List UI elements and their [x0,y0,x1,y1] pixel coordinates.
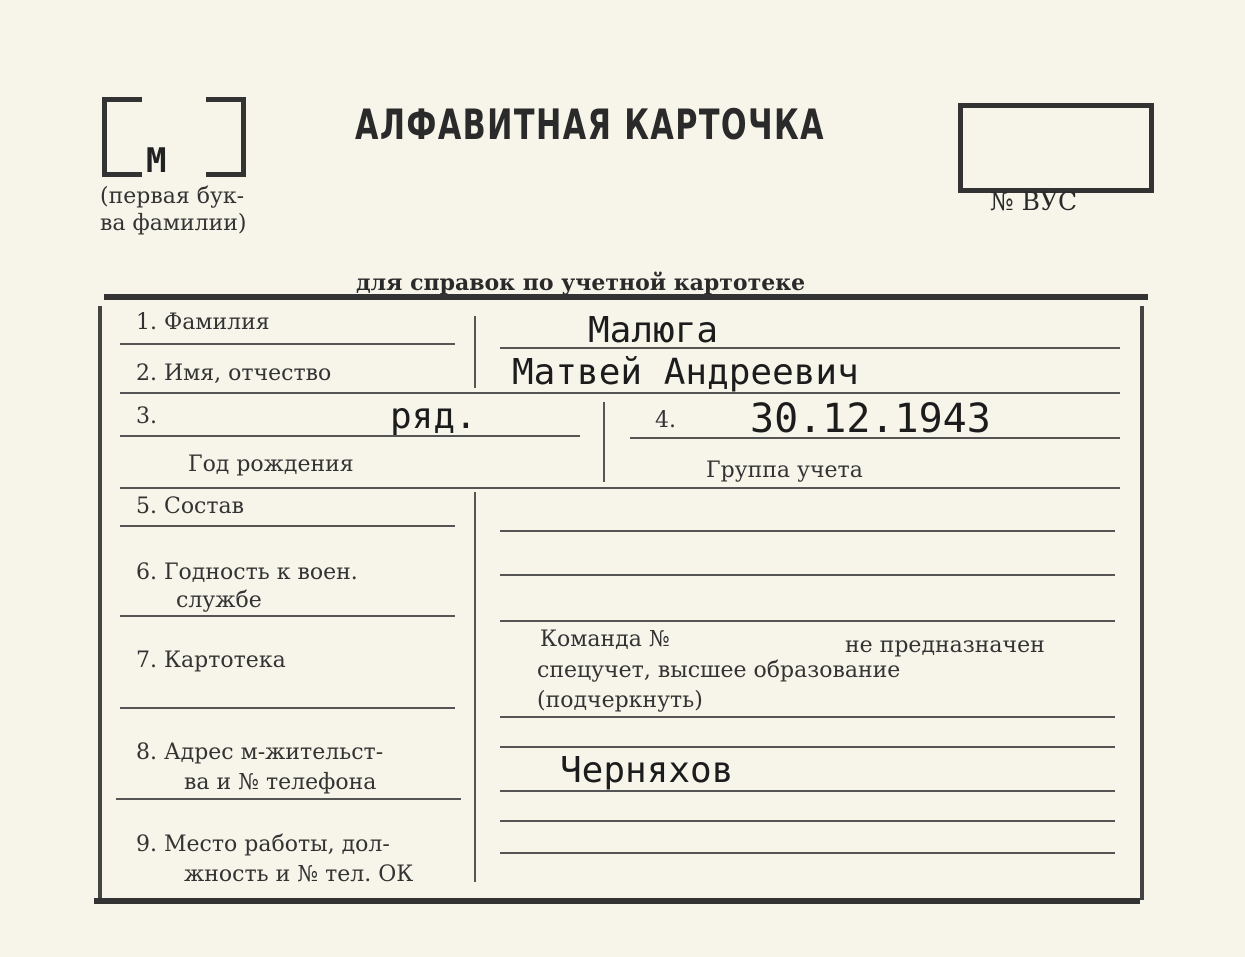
field-1-underline-right [500,347,1120,349]
field-2-label: 2. Имя, отчество [136,361,332,386]
field-1-underline-left [120,343,455,345]
first-letter-caption-line1: (первая бук- [100,184,245,209]
field-7-underline-note: (подчеркнуть) [537,688,703,713]
first-letter-caption [100,183,300,237]
field-3-underline [120,435,580,437]
frame-left-border [98,306,102,900]
field-6-underline [120,615,455,617]
field-5-line-right [500,530,1115,532]
field-4-caption: Группа учета [706,458,863,483]
first-letter-value: М [146,141,167,181]
row-3-4-bottom-line [120,487,1120,489]
vus-label: № ВУС [990,187,1078,216]
field-7-line-right [500,716,1115,718]
field-7-underline [120,707,455,709]
field-1-value: Малюга [588,310,719,351]
field-6-line-right-2 [500,620,1115,622]
field-8-line-right-2 [500,790,1115,792]
card-subtitle: для справок по учетной картотеке [356,270,806,296]
field-5-underline [120,525,455,527]
frame-top-border [104,294,1148,300]
field-9-line-right-1 [500,820,1115,822]
field-2-underline [120,392,1120,394]
field-8-label-line1: 8. Адрес м-жительст- [136,740,384,765]
field-9-label-line2: жность и № тел. ОК [184,862,414,887]
field-8-underline [116,798,461,800]
column-divider-middle [603,402,605,482]
field-8-line-right-1 [500,746,1115,748]
field-8-label-line2: ва и № телефона [184,770,377,795]
column-divider-bottom [474,492,476,882]
vus-box [958,103,1154,193]
field-1-label: 1. Фамилия [136,310,270,335]
card-title: АЛФАВИТНАЯ КАРТОЧКА [355,100,825,149]
field-9-line-right-2 [500,852,1115,854]
frame-right-border [1140,306,1144,900]
field-7-not-assigned: не предназначен [845,633,1045,658]
field-3-value: ряд. [390,396,477,437]
column-divider-top [474,316,476,388]
field-3-label: 3. [136,404,157,429]
field-4-underline [630,437,1120,439]
field-5-label: 5. Состав [136,494,245,519]
field-7-special-account: спецучет, высшее образование [537,658,901,683]
field-8-value: Черняхов [560,750,734,791]
field-7-label: 7. Картотека [136,648,286,673]
field-9-label-line1: 9. Место работы, дол- [136,832,390,857]
field-2-value: Матвей Андреевич [512,352,859,393]
frame-bottom-border [94,898,1140,904]
field-3-caption: Год рождения [188,452,354,477]
first-letter-box [102,97,246,177]
field-6-label-line1: 6. Годность к воен. [136,560,358,585]
first-letter-caption-line2: ва фамилии) [100,211,247,236]
field-6-label-line2: службе [176,588,262,613]
field-4-label: 4. [655,408,676,433]
field-7-team-label: Команда № [540,627,670,652]
field-4-value: 30.12.1943 [750,396,991,442]
field-6-line-right [500,574,1115,576]
